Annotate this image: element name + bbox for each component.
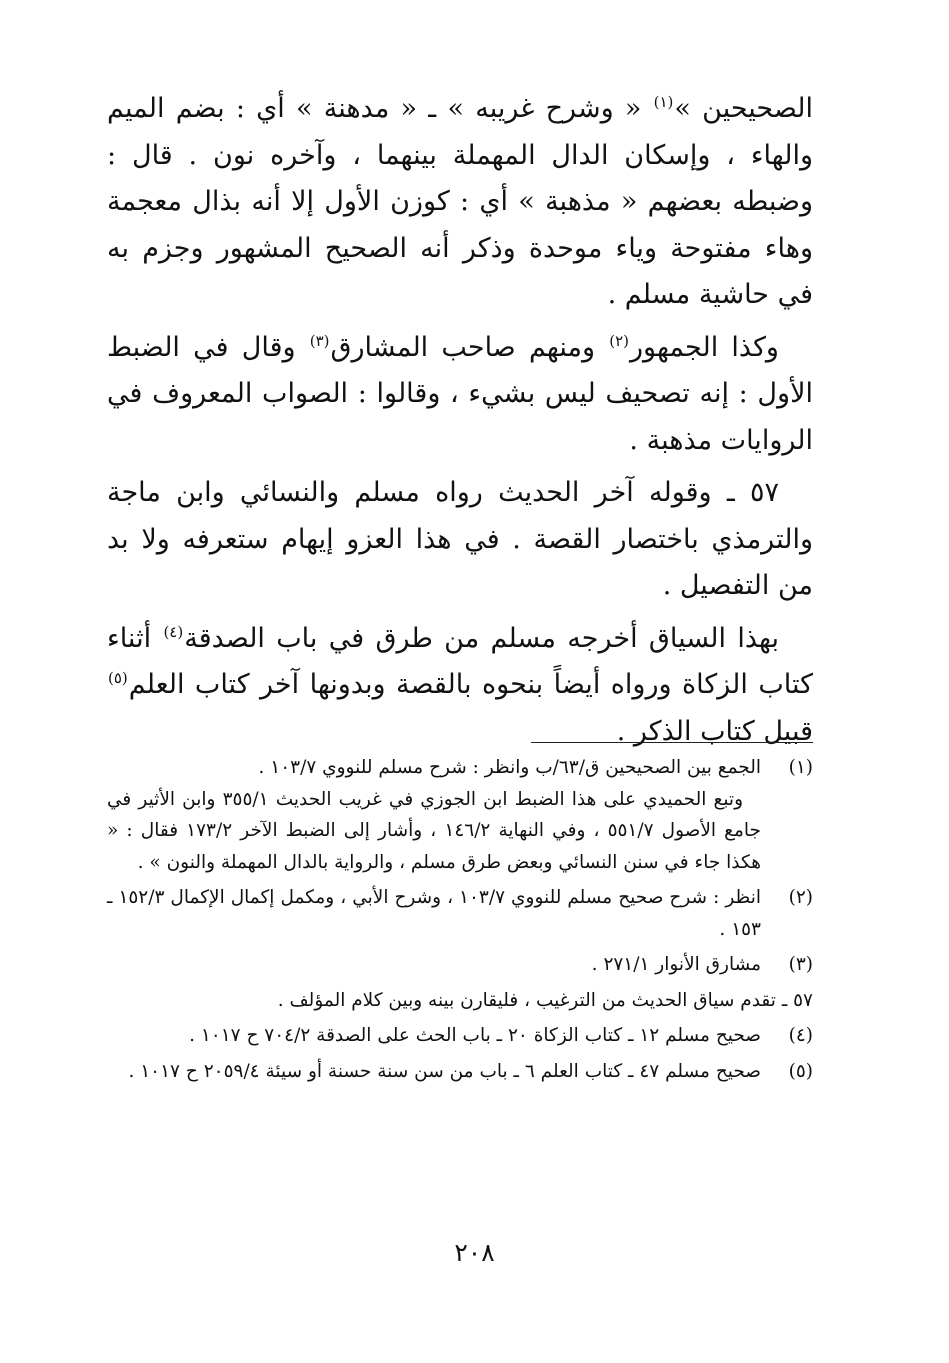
- paragraph-2-text-c: وقال في الضبط الأول : إنه تصحيف ليس بشيء ، وقالوا : الصواب المعروف في الروايات مذهبة .: [107, 331, 813, 456]
- footnote-line: انظر : شرح صحيح مسلم للنووي ١٠٣/٧ ، وشرح الأبي ، ومكمل إكمال الإكمال ١٥٢/٣ ـ ١٥٣ .: [107, 887, 761, 940]
- paragraph-1: [107, 86, 813, 319]
- paragraph-1-text-b: « وشرح غريبه » ـ « مدهنة » أي : بضم الميم والهاء ، وإسكان الدال المهملة بينهما ، وآخره نون . قال : وضبطه بعضهم « مذهبة » أي : كوزن الأول إلا أنه بذال معجمة وهاء مفتوحة وياء موحدة وذكر أنه الصحيح المشهور وجزم به في حاشية مسلم .: [107, 93, 813, 310]
- page-number: ٢٠٨: [454, 1238, 495, 1267]
- paragraph-3: [107, 470, 813, 610]
- paragraph-4-text-b: أثناء كتاب الزكاة ورواه أيضاً بنحوه بالقصة وبدونها آخر كتاب العلم: [107, 622, 813, 700]
- footnote-number: (١): [788, 757, 813, 778]
- paragraph-4-text-a: بهذا السياق أخرجه مسلم من طرق في باب الصدقة: [184, 622, 780, 654]
- footnote-body: [107, 882, 761, 945]
- footnote-body: [107, 752, 761, 878]
- footnote-1: [107, 752, 813, 878]
- footnote-body: [107, 1020, 761, 1052]
- paragraph-2: [107, 325, 813, 465]
- paragraph-4: [107, 616, 813, 756]
- footnote-3: [107, 949, 813, 981]
- footnote-line: صحيح مسلم ٤٧ ـ كتاب العلم ٦ ـ باب من سن سنة حسنة أو سيئة ٢٠٥٩/٤ ح ١٠١٧ .: [128, 1060, 761, 1082]
- footnote-number: (٣): [788, 954, 813, 975]
- footnote-number: (٥): [788, 1060, 813, 1082]
- footnote-line: وتبع الحميدي على هذا الضبط ابن الجوزي في غريب الحديث ٣٥٥/١ وابن الأثير في جامع الأصول ٥٥١/٧ ، وفي النهاية ١٤٦/٢ ، وأشار إلى الضبط الآخر ١٧٣/٢ فقال : « هكذا جاء في سنن النسائي وبعض طرق مسلم ، والرواية بالدال المهملة والنون » .: [107, 788, 761, 873]
- footnote-ref-2: (٢): [609, 331, 629, 350]
- footnote-number: (٢): [788, 887, 813, 908]
- footnote-body: [107, 949, 761, 981]
- footnotes: [107, 752, 813, 1091]
- footnote-body: [107, 1056, 761, 1088]
- footnote-ref-5: (٥): [108, 669, 128, 687]
- footnote-note-57: ٥٧ ـ تقدم سياق الحديث من الترغيب ، فليقارن بينه وبين كلام المؤلف .: [277, 989, 813, 1011]
- footnote-separator: [531, 742, 813, 743]
- paragraph-1-text-a: الصحيحين »: [674, 93, 813, 124]
- paragraph-2-text-a: وكذا الجمهور: [630, 331, 779, 363]
- paragraph-3-text-a: ٥٧ ـ وقوله آخر الحديث رواه مسلم والنسائي وابن ماجة والترمذي باختصار القصة . في هذا العزو إيهام ستعرفه ولا بد من التفصيل .: [107, 477, 813, 601]
- footnote-line: صحيح مسلم ١٢ ـ كتاب الزكاة ٢٠ ـ باب الحث على الصدقة ٧٠٤/٢ ح ١٠١٧ .: [189, 1025, 761, 1046]
- paragraph-4-text-c: قبيل كتاب الذكر .: [616, 715, 813, 747]
- footnote-line: الجمع بين الصحيحين ق/٦٣/ب وانظر : شرح مسلم للنووي ١٠٣/٧ .: [258, 757, 761, 778]
- footnote-ref-1: (١): [653, 93, 674, 111]
- footnote-number: (٤): [788, 1025, 813, 1046]
- footnote-line: مشارق الأنوار ٢٧١/١ .: [591, 954, 761, 975]
- paragraph-2-text-b: ومنهم صاحب المشارق: [330, 331, 609, 363]
- footnote-ref-4: (٤): [163, 622, 184, 641]
- footnote-2: [107, 882, 813, 945]
- footnote-5: [107, 1056, 813, 1088]
- footnote-ref-3: (٣): [309, 331, 330, 350]
- footnote-4: [107, 1020, 813, 1052]
- main-text: [107, 86, 813, 755]
